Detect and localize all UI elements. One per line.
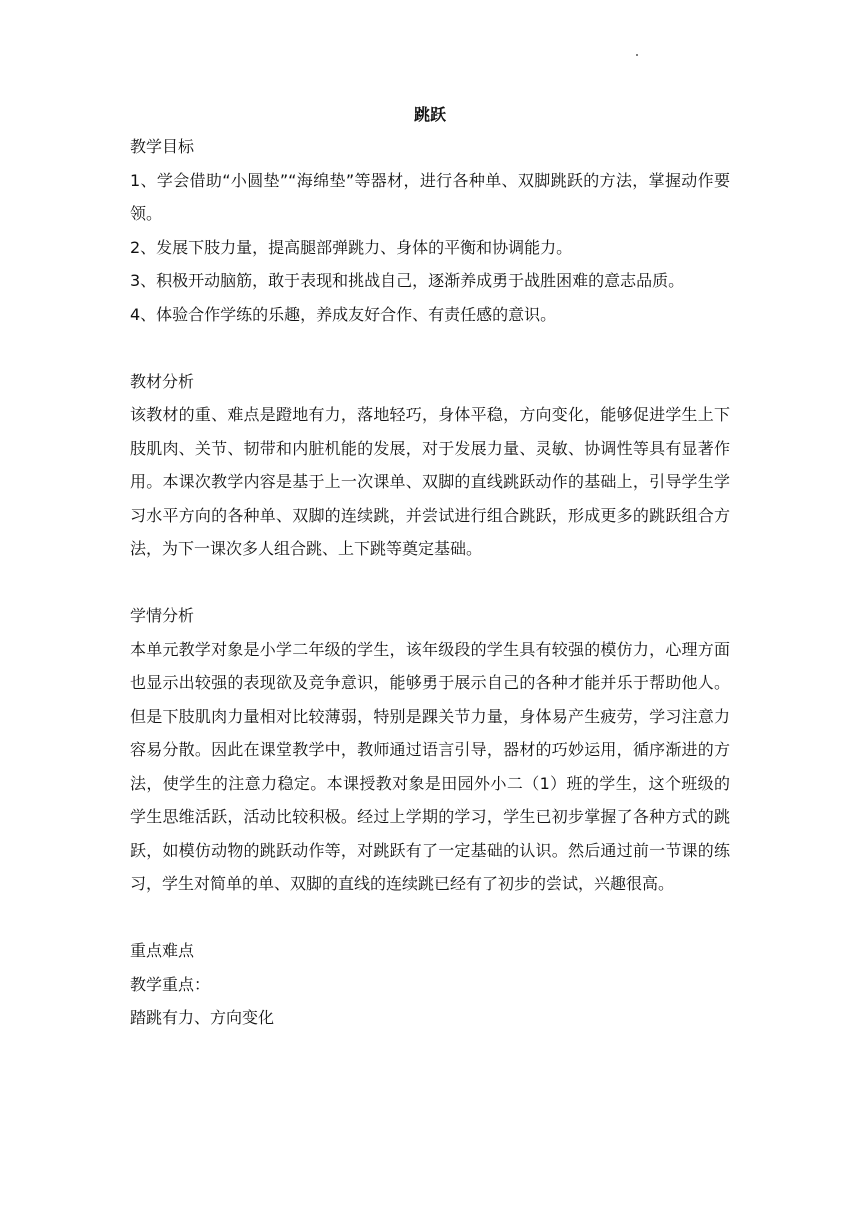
keypoints-subheading: 教学重点： xyxy=(130,974,211,994)
goal-item-1: 1、学会借助“小圆垫”“海绵垫”等器材，进行各种单、双脚跳跃的方法，掌握动作要领。 xyxy=(130,170,730,223)
goal-item-3: 3、积极开动脑筋，敢于表现和挑战自己，逐渐养成勇于战胜困难的意志品质。 xyxy=(130,271,685,290)
section-spacer xyxy=(130,566,730,600)
goals-heading: 教学目标 xyxy=(130,137,195,156)
page-dot-mark xyxy=(636,54,638,56)
goal-item-4: 4、体验合作学练的乐趣，养成友好合作、有责任感的意识。 xyxy=(130,304,557,324)
students-body: 本单元教学对象是小学二年级的学生，该年级段的学生具有较强的模仿力，心理方面也显示出较强的表现欲及竞争意识，能够勇于展示自己的各种才能并乐于帮助他人。但是下肢肌肉力量相对比较薄弱，特别是踝关节力量，身体易产生疲劳，学习注意力容易分散。因此在课堂教学中，教师通过语言引导，器材的巧妙运用，循序渐进的方法，使学生的注意力稳定。本课授教对象是田园外小二（1）班的学生，这个班级的学生思维活跃，活动比较积极。经过上学期的学习，学生已初步掌握了各种方式的跳跃，如模仿动物的跳跃动作等，对跳跃有了一定基础的认识。然后通过前一节课的练习，学生对简单的单、双脚的直线的连续跳已经有了初步的尝试，兴趣很高。 xyxy=(130,639,730,893)
document-title: 跳跃 xyxy=(413,105,446,124)
goal-item-2: 2、发展下肢力量，提高腿部弹跳力、身体的平衡和协调能力。 xyxy=(130,237,573,257)
section-spacer xyxy=(130,901,730,935)
students-heading: 学情分析 xyxy=(130,606,195,625)
document-page xyxy=(130,100,730,1035)
section-spacer xyxy=(130,331,730,365)
keypoints-heading: 重点难点 xyxy=(130,941,195,960)
material-heading: 教材分析 xyxy=(130,371,195,391)
keypoints-body: 踏跳有力、方向变化 xyxy=(130,1008,275,1027)
material-body: 该教材的重、难点是蹬地有力，落地轻巧，身体平稳，方向变化，能够促进学生上下肢肌肉、关节、韧带和内脏机能的发展，对于发展力量、灵敏、协调性等具有显著作用。本课次教学内容是基于上一次课单、双脚的直线跳跃动作的基础上，引导学生学习水平方向的各种单、双脚的连续跳，并尝试进行组合跳跃，形成更多的跳跃组合方法，为下一课次多人组合跳、上下跳等奠定基础。 xyxy=(130,405,730,558)
